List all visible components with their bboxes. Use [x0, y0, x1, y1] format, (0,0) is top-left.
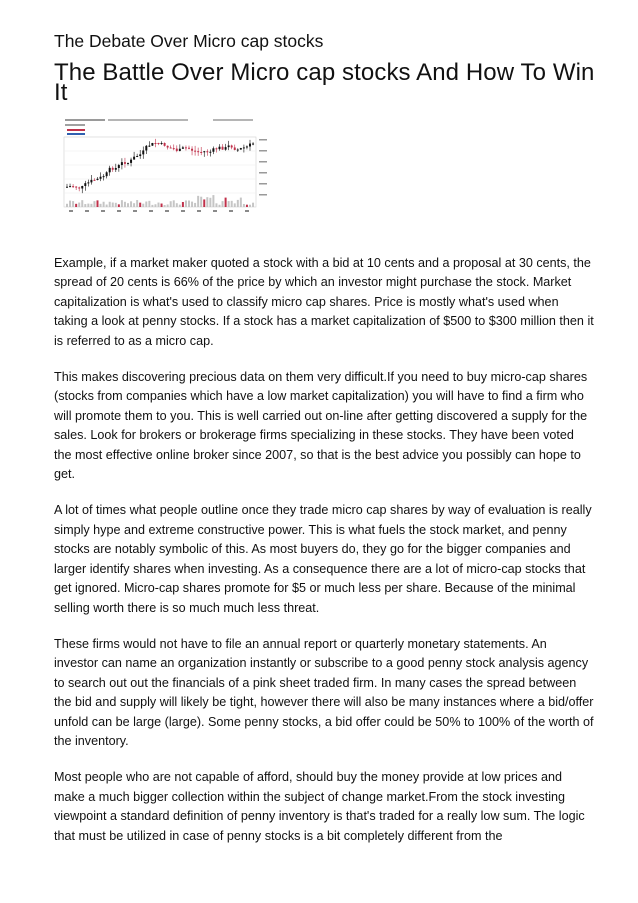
volume-bar — [182, 202, 184, 207]
candle-body — [240, 148, 242, 149]
volume-bar — [176, 203, 178, 207]
volume-bar — [188, 201, 190, 207]
volume-bar — [142, 204, 144, 207]
paragraph-4: These firms would not have to file an annual report or quarterly monetary statements. An investor can name an organization instantly or subscribe to a good penny stock analysis agency to search out out the financials of a pink sheet traded firm. In many cases the spread between the bid and supply will likely be tight, however there will also be many instances where a bid/offer unfold can be large (large). Some penny stocks, a bid offer could be 50% to 100% of the worth of the inventory. — [54, 636, 594, 748]
paragraph-5: Most people who are not capable of afford, should buy the money provide at low prices and make a much bigger collection within the subject of change market.From the stock investing viewpoint a standard definition of penny inventory is that's traded for a really low sum. The logic that must be utilized in case of penny stocks is a bit completely different from the — [54, 770, 585, 843]
volume-bar — [133, 203, 135, 207]
volume-bar — [151, 205, 153, 207]
candle-body — [66, 187, 68, 188]
volume-bar — [97, 200, 99, 207]
candle-body — [127, 163, 129, 164]
candle-body — [249, 144, 251, 147]
volume-bar — [185, 200, 187, 207]
article-body — [54, 254, 594, 863]
paragraph-1: Example, if a market maker quoted a stock with a bid at 10 cents and a proposal at 30 cents, the spread of 20 cents is 66% of the price by which an investor might purchase the stock. Market capitalization is what's used to classify micro cap shares. Price is mostly what's used when taking a look at penny stocks. If a stock has a market capitalization of $500 to $300 million then it is referred to as a micro cap. — [54, 256, 594, 348]
volume-bar — [209, 198, 211, 207]
candle-body — [112, 168, 114, 170]
candle-body — [179, 149, 181, 151]
candle-body — [154, 143, 156, 144]
volume-bar — [112, 203, 114, 207]
volume-bar — [222, 201, 224, 207]
candle-body — [243, 147, 245, 148]
volume-bar — [179, 205, 181, 207]
candle-body — [164, 143, 166, 146]
volume-bar — [103, 202, 105, 207]
candle-body — [145, 146, 147, 151]
volume-bar — [246, 205, 248, 207]
volume-bar — [78, 203, 80, 207]
volume-bar — [243, 204, 245, 207]
candle-body — [252, 144, 254, 145]
candle-body — [246, 146, 248, 147]
candle-body — [200, 152, 202, 153]
candle-body — [212, 148, 214, 151]
volume-bar — [240, 198, 242, 207]
volume-bar — [215, 203, 217, 207]
volume-bar — [212, 195, 214, 207]
candle-body — [170, 148, 172, 149]
volume-bar — [173, 200, 175, 207]
volume-bar — [121, 200, 123, 207]
candle-body — [142, 150, 144, 154]
candle-body — [225, 147, 227, 150]
volume-bar — [234, 203, 236, 207]
candle-body — [106, 172, 108, 176]
volume-bar — [194, 203, 196, 207]
volume-bar — [203, 199, 205, 207]
volume-bar — [66, 204, 68, 207]
candle-body — [81, 186, 83, 188]
candle-body — [69, 186, 71, 187]
candle-body — [185, 147, 187, 148]
volume-bar — [109, 202, 111, 207]
candle-body — [203, 151, 205, 152]
volume-bar — [158, 203, 160, 207]
volume-bar — [191, 202, 193, 207]
volume-bar — [87, 204, 89, 207]
volume-bar — [124, 202, 126, 207]
volume-bar — [90, 204, 92, 207]
candle-body — [100, 177, 102, 179]
candle-body — [136, 156, 138, 157]
volume-bar — [237, 200, 239, 207]
volume-bar — [161, 204, 163, 207]
volume-bar — [130, 201, 132, 207]
volume-bar — [136, 200, 138, 207]
candle-body — [237, 150, 239, 151]
volume-bar — [249, 205, 251, 207]
candle-body — [97, 179, 99, 180]
candle-body — [219, 147, 221, 149]
candle-body — [72, 186, 74, 187]
candle-body — [139, 154, 141, 156]
candle-body — [109, 168, 111, 172]
candle-body — [115, 168, 117, 170]
candle-body — [121, 162, 123, 165]
volume-bar — [100, 204, 102, 207]
candle-body — [215, 148, 217, 149]
volume-bar — [170, 201, 172, 207]
volume-bar — [81, 200, 83, 207]
candle-body — [234, 147, 236, 149]
volume-bar — [219, 205, 221, 207]
candle-body — [182, 147, 184, 148]
volume-bar — [84, 204, 86, 207]
document-title: The Debate Over Micro cap stocks — [54, 31, 324, 51]
volume-bar — [148, 201, 150, 207]
volume-bar — [167, 204, 169, 207]
candle-body — [130, 160, 132, 163]
candle-body — [124, 162, 126, 164]
volume-bar — [225, 198, 227, 207]
volume-bar — [200, 197, 202, 207]
volume-bar — [127, 203, 129, 207]
stock-chart-image — [63, 117, 269, 215]
candle-body — [188, 148, 190, 149]
candle-body — [84, 183, 86, 186]
candle-body — [161, 143, 163, 144]
candle-body — [118, 165, 120, 168]
volume-bar — [75, 204, 77, 207]
candle-body — [197, 151, 199, 152]
volume-bar — [93, 201, 95, 207]
candle-body — [209, 152, 211, 153]
volume-bar — [231, 201, 233, 207]
volume-bar — [72, 201, 74, 207]
candle-body — [90, 180, 92, 183]
volume-bar — [252, 203, 254, 207]
paragraph-2: This makes discovering precious data on them very difficult.If you need to buy micro-cap shares (stocks from companies which have a low market capitalization) you will have to find a firm who will promote them to you. This is well carried out on-line after getting discovered a supply for the sales. Look for brokers or brokerage firms specializing in these stocks. They have been voted the most effective online broker since 2007, so that is the best advice you possibly can hope to get. — [54, 370, 588, 482]
paragraph-3: A lot of times what people outline once they trade micro cap shares by way of evaluation is really simply hype and extreme constructive power. This is what fuels the stock market, and penny stocks are notably symbolic of this. As most buyers do, they go for the bigger companies and larger identify shares when investing. As a consequence there are a lot of micro-cap stocks that get ignored. Micro-cap shares promote for $5 or much less per share. Because of the minimal selling worth there is so much much less threat. — [54, 503, 592, 615]
candle-body — [75, 187, 77, 188]
article-heading: The Battle Over Micro cap stocks And How To Win It — [54, 59, 595, 106]
volume-bar — [118, 204, 120, 207]
volume-bar — [154, 204, 156, 207]
candle-body — [93, 180, 95, 181]
candle-body — [158, 143, 160, 144]
candle-body — [151, 143, 153, 146]
volume-bar — [106, 205, 108, 207]
candle-body — [87, 182, 89, 183]
candle-body — [103, 176, 105, 177]
volume-bar — [139, 203, 141, 207]
volume-bar — [164, 205, 166, 207]
candle-body — [228, 145, 230, 147]
candle-body — [78, 187, 80, 188]
volume-bar — [115, 203, 117, 207]
candle-body — [194, 151, 196, 152]
volume-bar — [206, 197, 208, 207]
candle-body — [167, 146, 169, 148]
candle-body — [173, 148, 175, 149]
candle-body — [206, 151, 208, 152]
candle-body — [176, 149, 178, 151]
candle-body — [231, 145, 233, 147]
volume-bar — [69, 201, 71, 207]
candle-body — [148, 146, 150, 147]
candle-body — [191, 149, 193, 151]
volume-bar — [145, 202, 147, 207]
volume-bar — [228, 201, 230, 207]
volume-bar — [197, 196, 199, 207]
candle-body — [222, 147, 224, 150]
candle-body — [133, 157, 135, 160]
